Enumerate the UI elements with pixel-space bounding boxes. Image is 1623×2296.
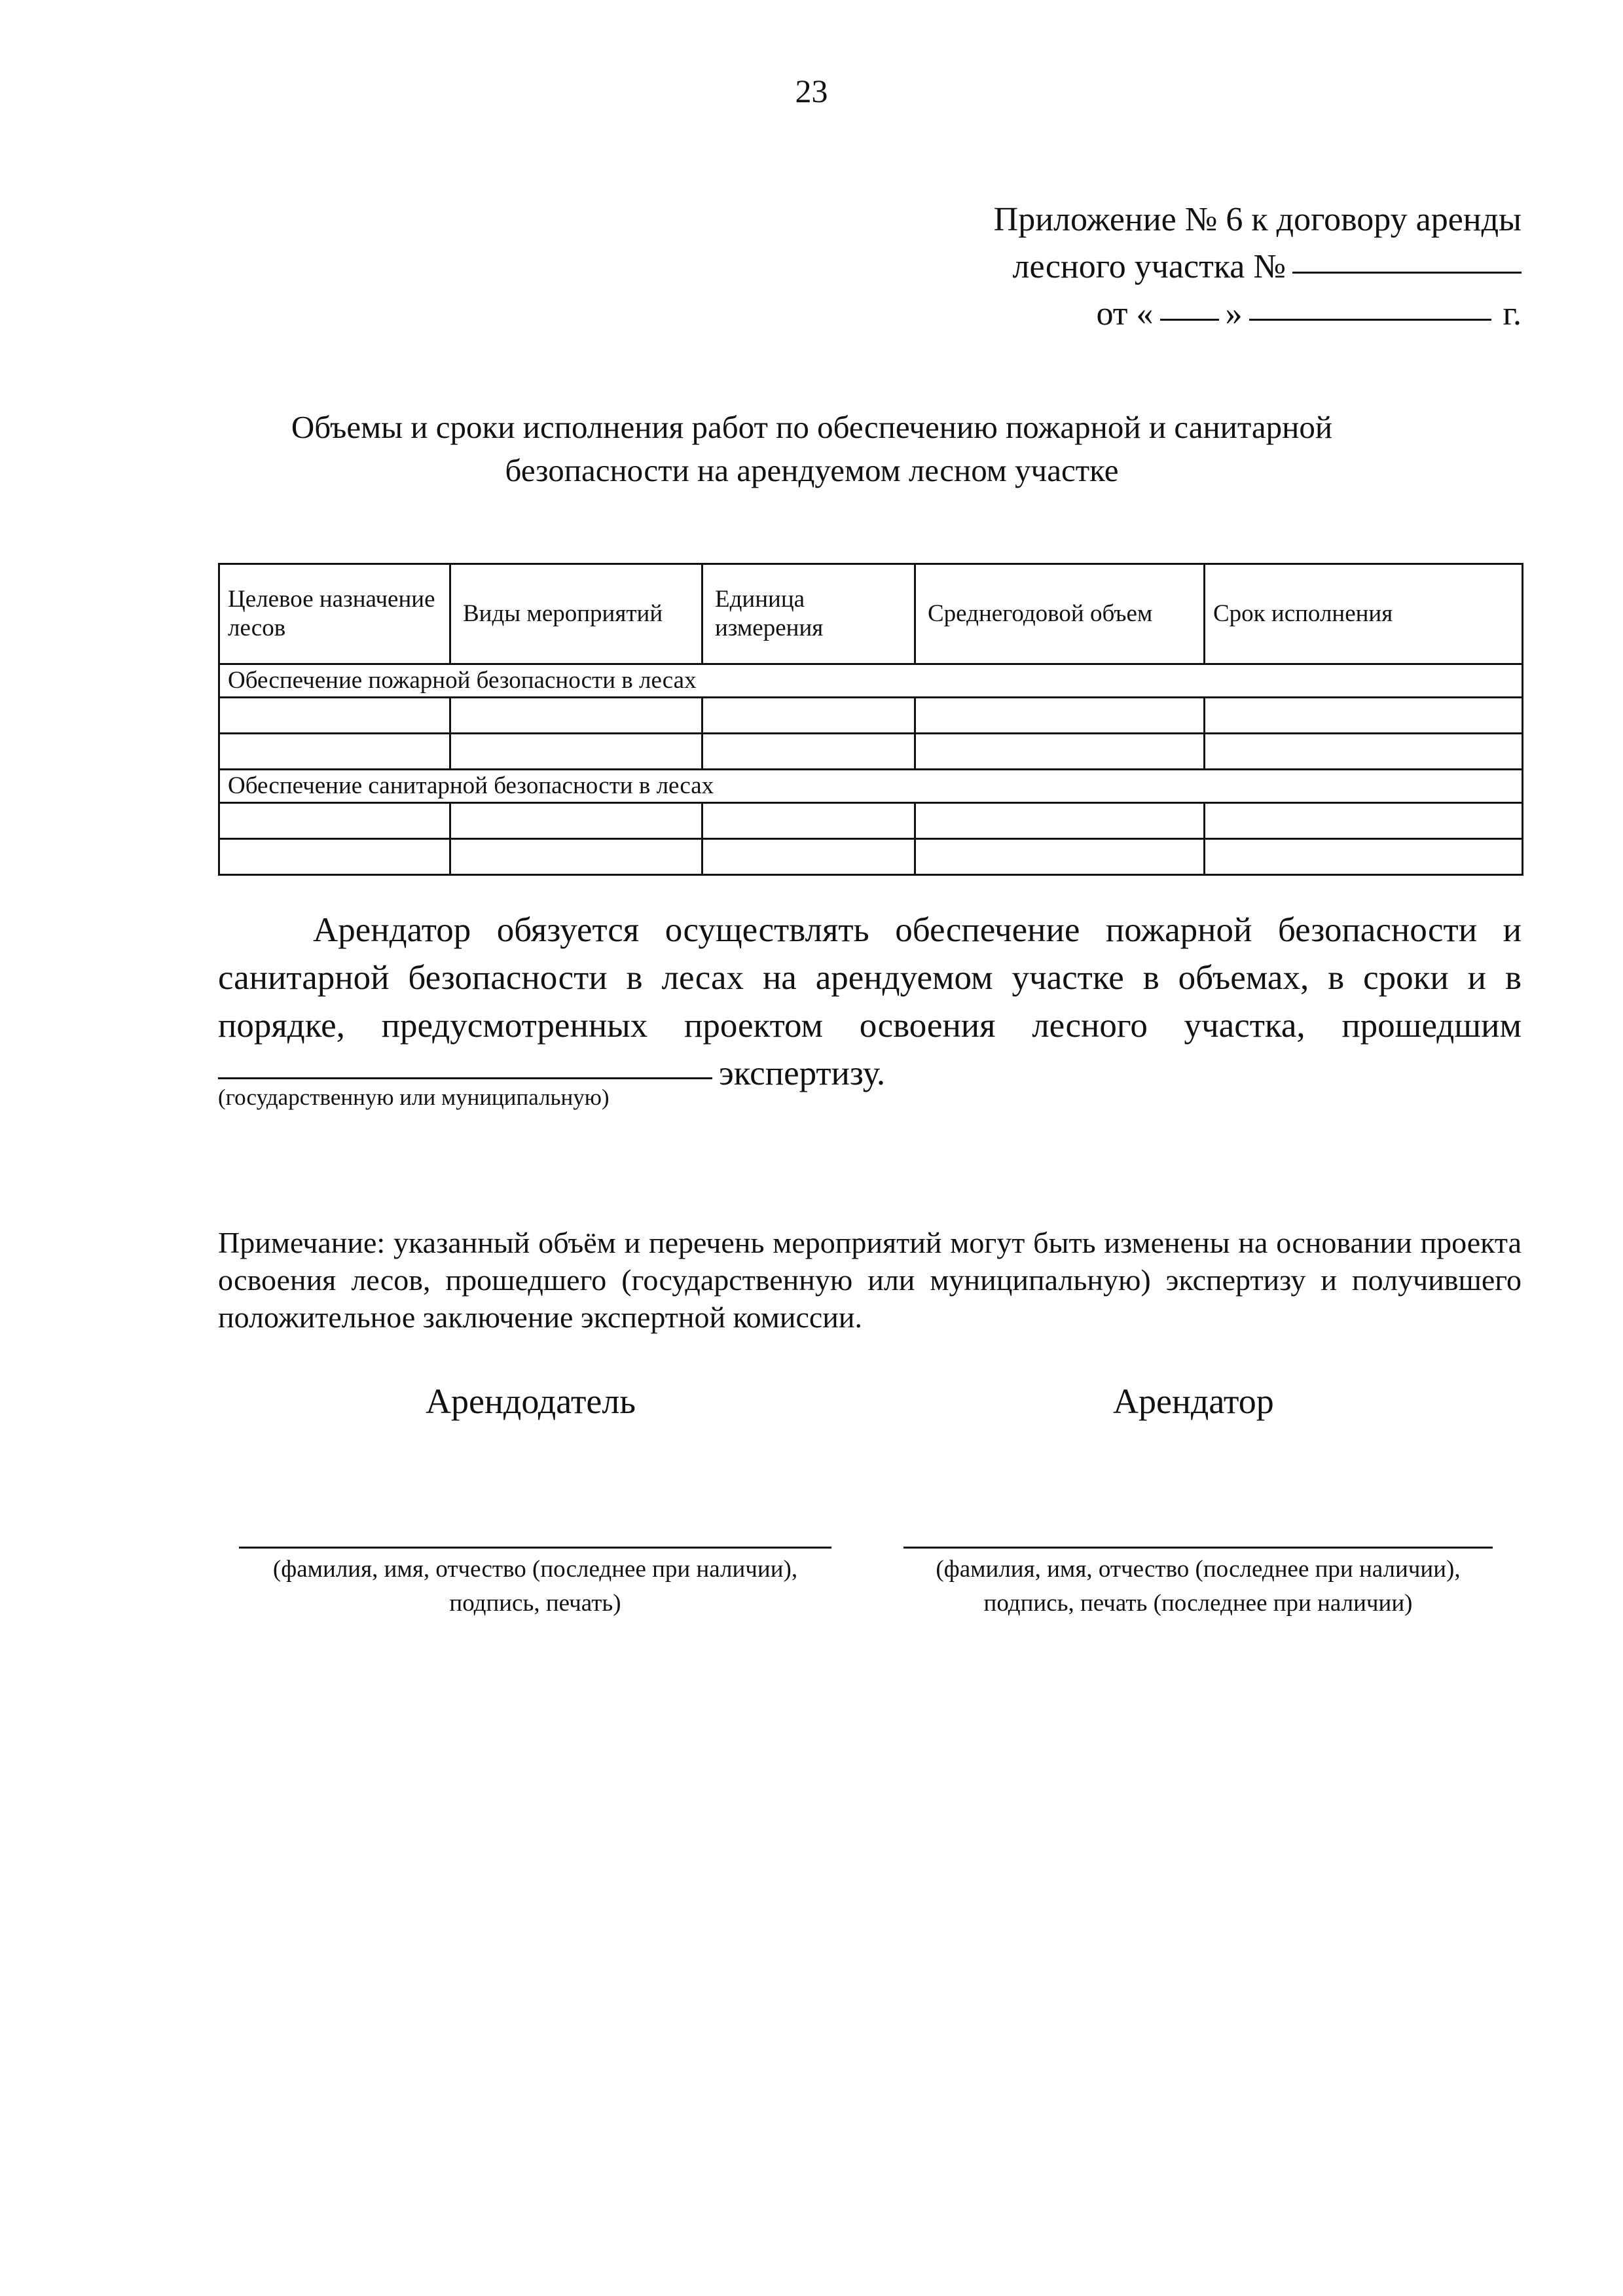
table-row <box>219 698 1523 734</box>
note-paragraph: Примечание: указанный объём и перечень мероприятий могут быть изменены на основании проекта освоения лесов, прошедшего (государственную или муниципальную) экспертизу и получившего положительное заключение экспертной комиссии. <box>218 1226 1522 1334</box>
table-cell[interactable] <box>450 734 702 770</box>
table-row <box>219 839 1523 875</box>
tenant-signature-line[interactable] <box>903 1547 1493 1549</box>
table-cell[interactable] <box>450 803 702 839</box>
contract-number-label: лесного участка № <box>1012 248 1286 285</box>
table-cell[interactable] <box>915 698 1205 734</box>
header-unit: Единица измерения <box>702 564 915 664</box>
date-month-blank[interactable] <box>1249 319 1491 321</box>
section-row-sanitary <box>219 770 1523 803</box>
table-cell[interactable] <box>702 734 915 770</box>
page-number: 23 <box>795 73 828 109</box>
table-cell[interactable] <box>1205 698 1523 734</box>
lessor-caption-line-2: подпись, печать) <box>449 1590 621 1617</box>
section-row-fire <box>219 664 1523 698</box>
title-line-1: Объемы и сроки исполнения работ по обеспечению пожарной и санитарной <box>291 409 1333 445</box>
document-title <box>196 406 1427 492</box>
appendix-title: Приложение № 6 к договору аренды <box>993 201 1522 238</box>
lessor-label: Арендодатель <box>426 1382 636 1421</box>
tenant-label: Арендатор <box>1113 1382 1274 1421</box>
table-cell[interactable] <box>702 839 915 875</box>
appendix-line-1 <box>736 196 1522 243</box>
table-cell[interactable] <box>219 839 450 875</box>
section-sanitary-safety: Обеспечение санитарной безопасности в лесах <box>219 770 1523 803</box>
tenant-signature-caption <box>884 1552 1512 1621</box>
lessor-caption-line-1: (фамилия, имя, отчество (последнее при наличии), <box>272 1556 798 1583</box>
measures-table <box>218 563 1523 876</box>
header-deadline: Срок исполнения <box>1205 564 1523 664</box>
header-activities: Виды мероприятий <box>450 564 702 664</box>
table-cell[interactable] <box>915 839 1205 875</box>
appendix-line-2 <box>736 243 1522 291</box>
obligation-paragraph <box>218 906 1522 1098</box>
lessor-signature-line[interactable] <box>239 1547 831 1549</box>
expertise-type-hint: (государственную или муниципальную) <box>218 1085 610 1110</box>
table-cell[interactable] <box>1205 803 1523 839</box>
table-cell[interactable] <box>450 839 702 875</box>
tenant-caption-line-2: подпись, печать (последнее при наличии) <box>983 1590 1413 1617</box>
appendix-header <box>736 196 1522 338</box>
title-line-2: безопасности на арендуемом лесном участке <box>505 452 1119 488</box>
table-cell[interactable] <box>219 698 450 734</box>
date-day-blank[interactable] <box>1160 319 1219 321</box>
obligation-ending: экспертизу. <box>719 1054 886 1092</box>
tenant-caption-line-1: (фамилия, имя, отчество (последнее при наличии), <box>936 1556 1461 1583</box>
contract-number-blank[interactable] <box>1292 272 1522 274</box>
appendix-line-3 <box>736 291 1522 338</box>
table-cell[interactable] <box>702 698 915 734</box>
table-row <box>219 734 1523 770</box>
table-cell[interactable] <box>450 698 702 734</box>
header-annual-volume: Среднегодовой объем <box>915 564 1205 664</box>
table-cell[interactable] <box>1205 734 1523 770</box>
header-purpose: Целевое назначение лесов <box>219 564 450 664</box>
table-cell[interactable] <box>915 734 1205 770</box>
table-cell[interactable] <box>1205 839 1523 875</box>
date-quote-close: » <box>1225 295 1243 332</box>
date-year-suffix: г. <box>1503 295 1522 332</box>
lessor-signature-caption <box>223 1552 848 1621</box>
table-cell[interactable] <box>702 803 915 839</box>
section-fire-safety: Обеспечение пожарной безопасности в лесах <box>219 664 1523 698</box>
table-header-row <box>219 564 1523 664</box>
table-cell[interactable] <box>219 734 450 770</box>
date-prefix: от « <box>1096 295 1154 332</box>
table-row <box>219 803 1523 839</box>
table-cell[interactable] <box>915 803 1205 839</box>
table-cell[interactable] <box>219 803 450 839</box>
obligation-text: Арендатор обязуется осуществлять обеспечение пожарной безопасности и санитарной безопасности в лесах на арендуемом участке в объемах, в сроки и в порядке, предусмотренных проектом освоения лесного участка, прошедшим <box>218 911 1522 1045</box>
expertise-type-blank[interactable] <box>218 1077 712 1079</box>
